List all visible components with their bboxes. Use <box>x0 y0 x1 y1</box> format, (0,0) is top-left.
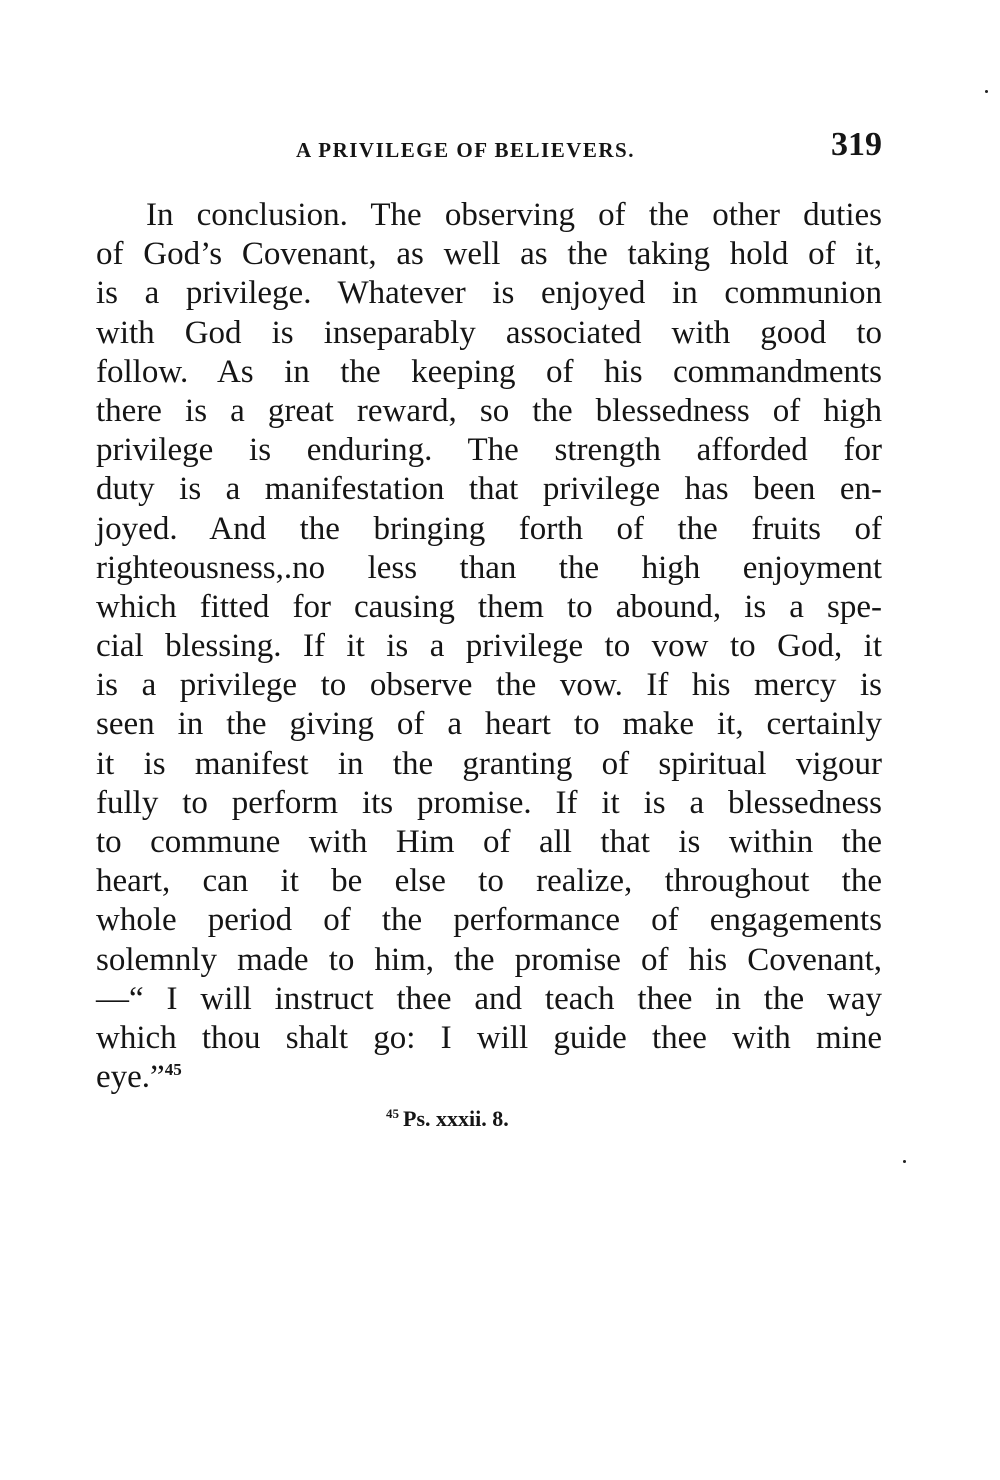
text-line: is a privilege to observe the vow. If his mercy is <box>96 667 882 704</box>
text-line: to commune with Him of all that is within the <box>96 824 882 860</box>
text-line: which fitted for causing them to abound, is a spe- <box>96 588 882 625</box>
text-line: solemnly made to him, the promise of his Covenant, <box>96 941 882 978</box>
scan-speck <box>903 1160 906 1163</box>
text-line: joyed. And the bringing forth of the fruits of <box>96 510 882 547</box>
text-line: is a privilege. Whatever is enjoyed in communion <box>96 275 882 312</box>
text-line: there is a great reward, so the blessedness of high <box>96 392 882 429</box>
running-head <box>96 126 882 166</box>
scan-speck <box>985 90 988 93</box>
text-line: whole period of the performance of engagements <box>96 902 882 939</box>
text-line-final <box>96 1058 882 1097</box>
text-line-final-words: eye.” <box>96 1059 165 1096</box>
text-line: heart, can it be else to realize, throughout the <box>96 863 882 900</box>
footnote-reference: 45 <box>164 1060 182 1080</box>
body-paragraph <box>96 196 882 1097</box>
running-title: A PRIVILEGE OF BELIEVERS. <box>296 138 635 162</box>
text-line: of God’s Covenant, as well as the taking hold of it, <box>96 236 882 273</box>
text-line: with God is inseparably associated with good to <box>96 314 882 351</box>
text-line: —“ I will instruct thee and teach thee in the way <box>96 980 882 1017</box>
text-line: which thou shalt go: I will guide thee with mine <box>96 1019 882 1056</box>
text-line: fully to perform its promise. If it is a blessedness <box>96 784 882 821</box>
footnote <box>386 1106 509 1132</box>
text-line: privilege is enduring. The strength afforded for <box>96 432 882 469</box>
text-line: righteousness,.no less than the high enjoyment <box>96 549 882 586</box>
text-line: cial blessing. If it is a privilege to vow to God, it <box>96 628 882 665</box>
text-line: seen in the giving of a heart to make it, certainly <box>96 706 882 743</box>
page-number: 319 <box>831 126 882 163</box>
footnote-number: 45 <box>386 1105 399 1121</box>
text-line: follow. As in the keeping of his commandments <box>96 353 882 390</box>
footnote-text: Ps. xxxii. 8. <box>403 1106 509 1131</box>
text-line: In conclusion. The observing of the other duties <box>146 197 882 233</box>
text-line: duty is a manifestation that privilege has been en- <box>96 471 882 508</box>
text-line: it is manifest in the granting of spiritual vigour <box>96 745 882 782</box>
